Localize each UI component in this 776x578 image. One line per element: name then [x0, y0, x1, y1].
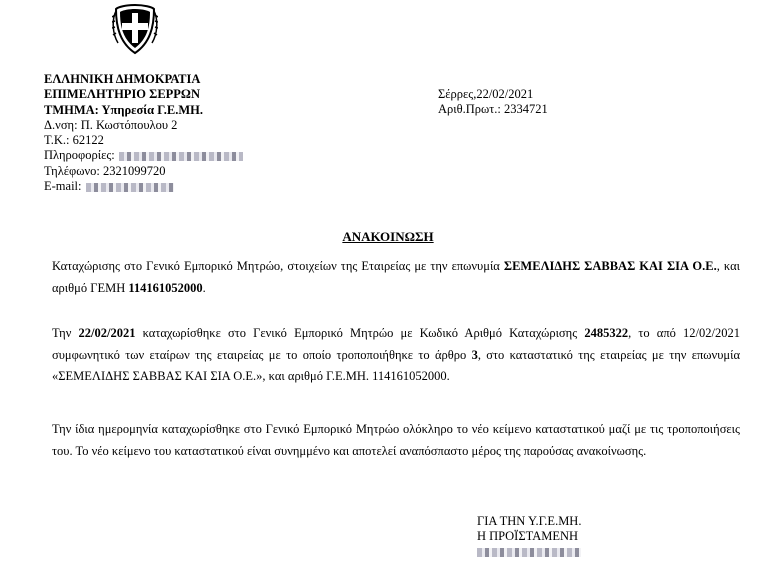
info-label: Πληροφορίες: — [44, 148, 115, 163]
paragraph-3: Την ίδια ημερομηνία καταχωρίσθηκε στο Γενικό Εμπορικό Μητρώο ολόκληρο το νέο κείμενο καταστατικού μαζί με τις τροποποιήσεις του. Το νέο κείμενο του καταστατικού είναι συνημμένο και αποτελεί αναπόσπαστο μέρος της παρούσας ανακοίνωσης. — [52, 422, 740, 458]
email-line — [44, 179, 243, 194]
email-label: E-mail: — [44, 179, 82, 194]
postal-code: Τ.Κ.: 62122 — [44, 133, 104, 148]
signature-line-2: Η ΠΡΟΪΣΤΑΜΕΝΗ — [477, 529, 579, 544]
redacted-email — [86, 183, 174, 192]
date-block — [438, 87, 548, 118]
address: Δ.νση: Π. Κωστόπουλου 2 — [44, 117, 178, 132]
article-number: 3 — [471, 347, 478, 362]
registration-date: 22/02/2021 — [78, 326, 136, 340]
document-title: ΑΝΑΚΟΙΝΩΣΗ — [342, 229, 434, 244]
gemi-number: 114161052000 — [128, 280, 203, 295]
redacted-signatory — [477, 545, 581, 560]
registration-code: 2485322 — [584, 326, 629, 340]
paragraph-2: Την 22/02/2021 καταχωρίσθηκε στο Γενικό Εμπορικό Μητρώο με Κωδικό Αριθμό Καταχώρισης 2485322, το από 12/02/2021 συμφωνητικό των εταίρων της εταιρείας με το οποίο τροποποιήθηκε το άρθρο 3, στο καταστατικό της εταιρείας με την επωνυμία «ΣΕΜΕΛΙΔΗΣ ΣΑΒΒΑΣ ΚΑΙ ΣΙΑ Ο.Ε.», και αριθμό Γ.Ε.ΜΗ. 114161052000. — [52, 326, 740, 383]
signature-block — [477, 514, 581, 560]
protocol-number: Αριθ.Πρωτ.: 2334721 — [438, 102, 548, 117]
phone: Τηλέφωνο: 2321099720 — [44, 163, 166, 178]
info-line — [44, 148, 243, 163]
signature-line-1: ΓΙΑ ΤΗΝ Υ.Γ.Ε.ΜΗ. — [477, 514, 582, 528]
department-name: ΤΜΗΜΑ: Υπηρεσία Γ.Ε.ΜΗ. — [44, 102, 203, 117]
paragraph-1: Καταχώρισης στο Γενικό Εμπορικό Μητρώο, στοιχείων της Εταιρείας με την επωνυμία ΣΕΜΕΛΙΔΗΣ ΣΑΒΒΑΣ ΚΑΙ ΣΙΑ Ο.Ε., και αριθμό ΓΕΜΗ 114161052000. — [52, 259, 740, 295]
chamber-name: ΕΠΙΜΕΛΗΤΗΡΙΟ ΣΕΡΡΩΝ — [44, 87, 200, 102]
date: Σέρρες,22/02/2021 — [438, 87, 534, 101]
company-name: ΣΕΜΕΛΙΔΗΣ ΣΑΒΒΑΣ ΚΑΙ ΣΙΑ Ο.Ε. — [503, 259, 717, 273]
greek-coat-of-arms-icon — [112, 3, 158, 55]
redacted-name — [119, 152, 243, 161]
republic-name: ΕΛΛΗΝΙΚΗ ΔΗΜΟΚΡΑΤΙΑ — [44, 72, 201, 86]
sender-block — [44, 72, 243, 194]
